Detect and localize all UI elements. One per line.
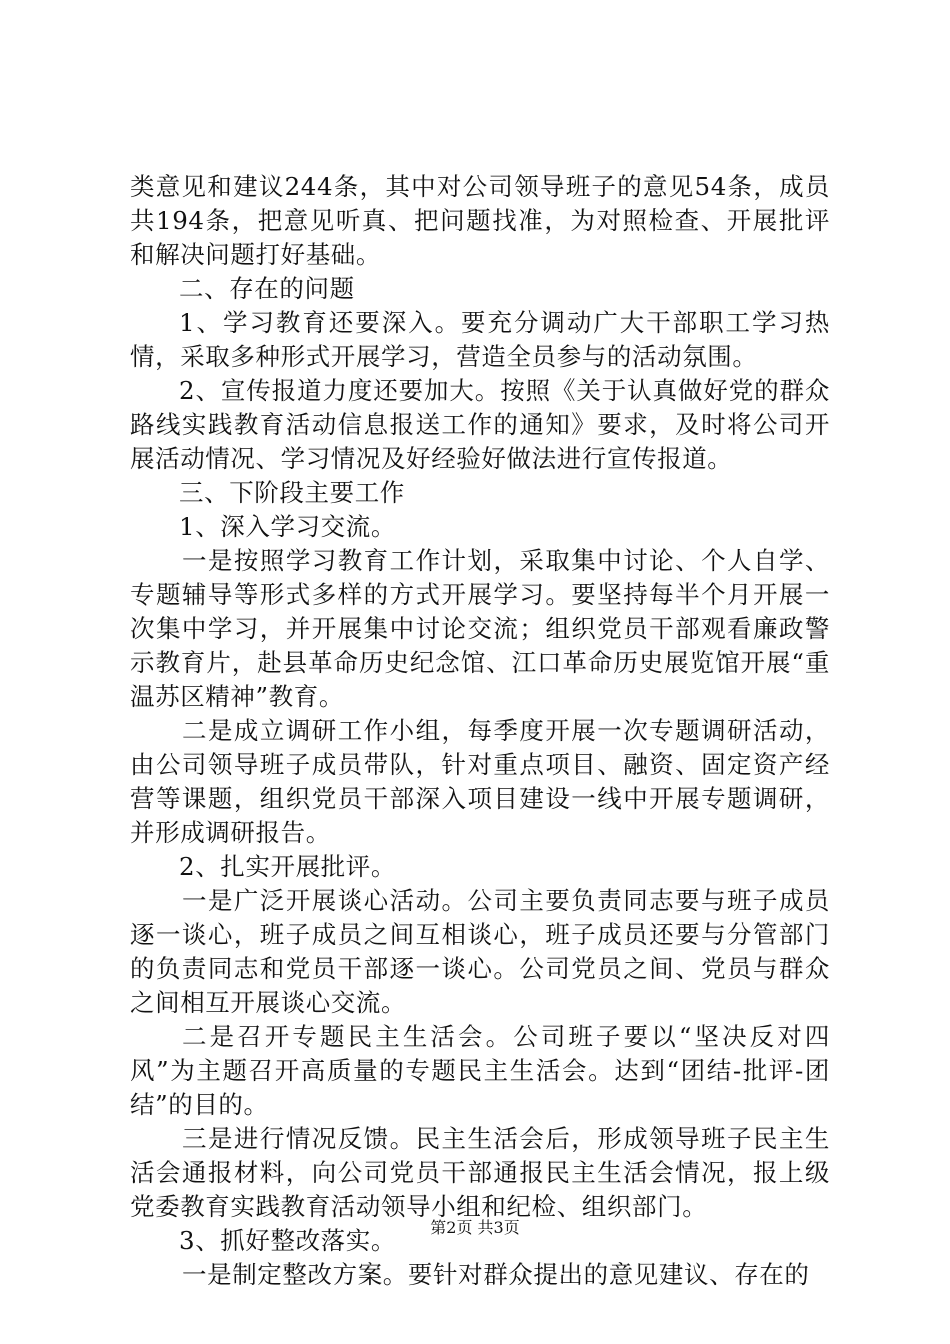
- subheading-criticism: 2、扎实开展批评。: [179, 852, 396, 881]
- paragraph-problem-2: 2、宣传报道力度还要加大。按照《关于认真做好党的群众路线实践教育活动信息报送工作的通知》要求，及时将公司开展活动情况、学习情况及好经验好做法进行宣传报道。: [130, 376, 830, 473]
- page-number-footer: 第2页 共3页: [430, 1218, 520, 1237]
- document-body: [130, 170, 830, 1292]
- paragraph-feedback-summary: 类意见和建议244条，其中对公司领导班子的意见54条，成员共194条，把意见听真、把问题找准，为对照检查、开展批评和解决问题打好基础。: [130, 172, 830, 269]
- paragraph-study-plan: 一是按照学习教育工作计划，采取集中讨论、个人自学、专题辅导等形式多样的方式开展学习。要坚持每半个月开展一次集中学习，并开展集中讨论交流；组织党员干部观看廉政警示教育片，赴县革命历史纪念馆、江口革命历史展览馆开展“重温苏区精神”教育。: [130, 546, 830, 711]
- paragraph-heart-talks: 一是广泛开展谈心活动。公司主要负责同志要与班子成员逐一谈心，班子成员之间互相谈心，班子成员还要与分管部门的负责同志和党员干部逐一谈心。公司党员之间、党员与群众之间相互开展谈心交流。: [130, 886, 830, 1017]
- heading-next-stage-work: 三、下阶段主要工作: [179, 478, 405, 507]
- paragraph-democratic-meeting: 二是召开专题民主生活会。公司班子要以“坚决反对四风”为主题召开高质量的专题民主生活会。达到“团结-批评-团结”的目的。: [130, 1022, 830, 1119]
- paragraph-feedback-report: 三是进行情况反馈。民主生活会后，形成领导班子民主生活会通报材料，向公司党员干部通报民主生活会情况，报上级党委教育实践教育活动领导小组和纪检、组织部门。: [130, 1124, 830, 1221]
- subheading-rectification: 3、抓好整改落实。: [179, 1226, 396, 1255]
- paragraph-rectification-plan: 一是制定整改方案。要针对群众提出的意见建议、存在的: [182, 1260, 810, 1289]
- paragraph-problem-1: 1、学习教育还要深入。要充分调动广大干部职工学习热情，采取多种形式开展学习，营造全员参与的活动氛围。: [130, 308, 830, 371]
- subheading-study-exchange: 1、深入学习交流。: [179, 512, 396, 541]
- paragraph-research-group: 二是成立调研工作小组，每季度开展一次专题调研活动，由公司领导班子成员带队，针对重点项目、融资、固定资产经营等课题，组织党员干部深入项目建设一线中开展专题调研，并形成调研报告。: [130, 716, 830, 847]
- heading-existing-problems: 二、存在的问题: [179, 274, 355, 303]
